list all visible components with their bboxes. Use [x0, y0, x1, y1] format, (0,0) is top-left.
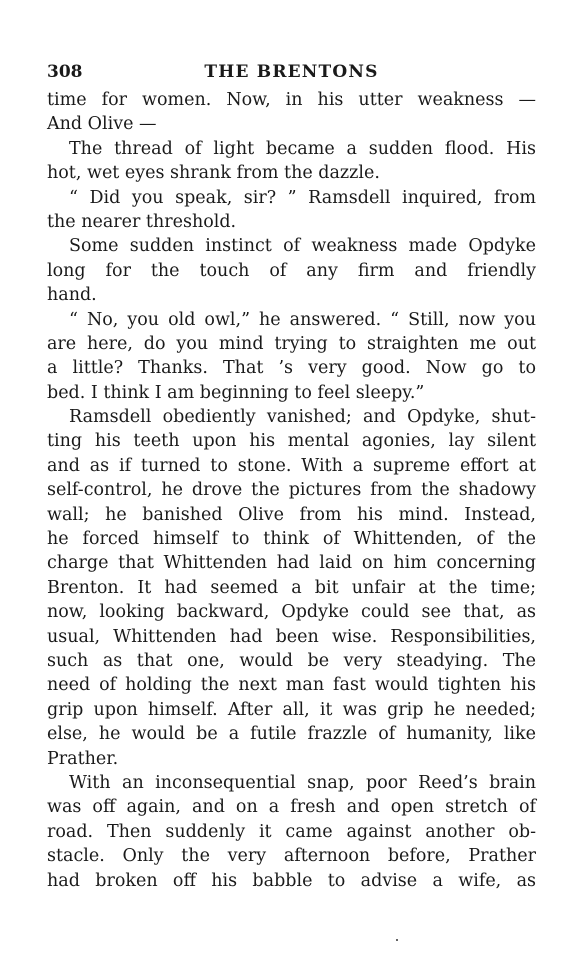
text-line: “ No, you old owl,” he answered. “ Still, now you	[69, 309, 536, 330]
body-text	[47, 88, 536, 893]
text-line: wall; he banished Olive from his mind. Instead,	[47, 504, 536, 525]
text-line: The thread of light became a sudden flood. His	[69, 138, 536, 159]
text-line: “ Did you speak, sir? ” Ramsdell inquired, from	[69, 187, 536, 208]
paragraph	[47, 186, 536, 235]
text-line: and as if turned to stone. With a supreme effort at	[47, 455, 536, 476]
text-line: such as that one, would be very steadying. The	[47, 650, 536, 671]
text-line: had broken off his babble to advise a wife, as	[47, 870, 536, 891]
text-line: long for the touch of any firm and friendly	[47, 260, 536, 281]
paragraph	[47, 771, 536, 893]
text-line: Some sudden instinct of weakness made Opdyke	[69, 236, 536, 257]
ink-speck	[396, 939, 398, 941]
text-line: a little? Thanks. That ’s very good. Now go to	[47, 358, 536, 379]
text-line: charge that Whittenden had laid on him concerning	[47, 553, 536, 574]
text-line: else, he would be a futile frazzle of humanity, like	[47, 724, 536, 745]
text-line: road. Then suddenly it came against another ob-	[47, 821, 536, 842]
page-number: 308	[47, 62, 83, 82]
book-page	[47, 62, 536, 893]
text-line: need of holding the next man fast would tighten his	[47, 675, 536, 696]
text-line: With an inconsequential snap, poor Reed’s brain	[69, 772, 536, 793]
paragraph	[47, 137, 536, 186]
text-line: usual, Whittenden had been wise. Responsibilities,	[47, 626, 536, 647]
text-line: Ramsdell obediently vanished; and Opdyke, shut-	[69, 407, 536, 428]
text-line: bed. I think I am beginning to feel sleepy.”	[47, 382, 425, 403]
text-line: was off again, and on a fresh and open stretch of	[47, 797, 536, 818]
text-line: hot, wet eyes shrank from the dazzle.	[47, 163, 380, 184]
text-line: ting his teeth upon his mental agonies, lay silent	[47, 431, 536, 452]
text-line: grip upon himself. After all, it was grip he needed;	[47, 699, 536, 720]
text-line: time for women. Now, in his utter weakness —	[47, 90, 536, 110]
text-line: are here, do you mind trying to straighten me out	[47, 333, 536, 354]
text-line: self-control, he drove the pictures from the shadowy	[47, 480, 536, 501]
text-line: And Olive —	[47, 114, 157, 135]
text-line: the nearer threshold.	[47, 211, 237, 232]
text-line: now, looking backward, Opdyke could see that, as	[47, 602, 536, 623]
book-title: THE BRENTONS	[204, 62, 379, 82]
paragraph	[47, 308, 536, 406]
paragraph	[47, 405, 536, 771]
running-head	[47, 62, 536, 88]
text-line: hand.	[47, 285, 97, 306]
text-line: stacle. Only the very afternoon before, Prather	[47, 846, 536, 867]
paragraph	[47, 88, 536, 137]
paragraph	[47, 234, 536, 307]
text-line: Brenton. It had seemed a bit unfair at the time;	[47, 577, 536, 598]
text-line: Prather.	[47, 748, 119, 769]
text-line: he forced himself to think of Whittenden, of the	[47, 529, 536, 550]
